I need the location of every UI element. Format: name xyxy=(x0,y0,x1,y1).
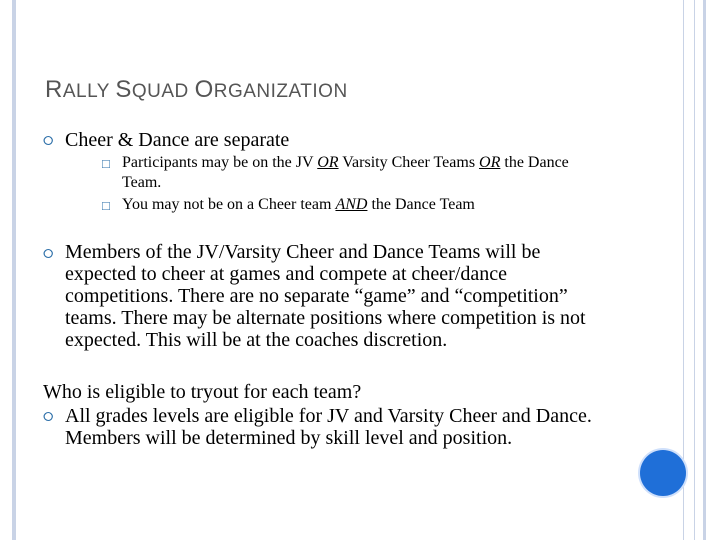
hollow-square-bullet-icon: □ xyxy=(102,198,110,213)
circle-bullet-icon: ⭘ xyxy=(43,133,54,148)
page-title: RALLY SQUAD ORGANIZATION xyxy=(45,76,348,103)
bullet-cheer-dance-separate: Cheer & Dance are separate xyxy=(65,129,290,151)
eligibility-answer-line-1: All grades levels are eligible for JV and Varsity Cheer and Dance. xyxy=(65,405,592,427)
bullet-members-line-1: Members of the JV/Varsity Cheer and Dance Teams will be xyxy=(65,241,541,263)
bullet-members-line-2: expected to cheer at games and compete at cheer/dance xyxy=(65,263,507,285)
circle-bullet-icon: ⭘ xyxy=(43,246,54,261)
bullet-members-line-5: expected. This will be at the coaches discretion. xyxy=(65,329,448,351)
circle-bullet-icon: ⭘ xyxy=(43,409,54,424)
left-frame-line xyxy=(12,0,16,540)
sub-bullet-not-both: You may not be on a Cheer team AND the Dance Team xyxy=(122,196,475,213)
sub-bullet-jv-or-varsity-cont: Team. xyxy=(122,174,162,191)
hollow-square-bullet-icon: □ xyxy=(102,156,110,171)
eligibility-question: Who is eligible to tryout for each team? xyxy=(43,381,362,403)
bullet-members-line-4: teams. There may be alternate positions where competition is not xyxy=(65,307,586,329)
right-frame-band xyxy=(683,0,695,540)
right-frame-line xyxy=(703,0,706,540)
eligibility-answer-line-2: Members will be determined by skill level and position. xyxy=(65,427,513,449)
bullet-members-line-3: competitions. There are no separate “game” and “competition” xyxy=(65,285,568,307)
decorative-blue-circle xyxy=(640,450,686,496)
sub-bullet-jv-or-varsity: Participants may be on the JV OR Varsity Cheer Teams OR the Dance xyxy=(122,154,569,171)
